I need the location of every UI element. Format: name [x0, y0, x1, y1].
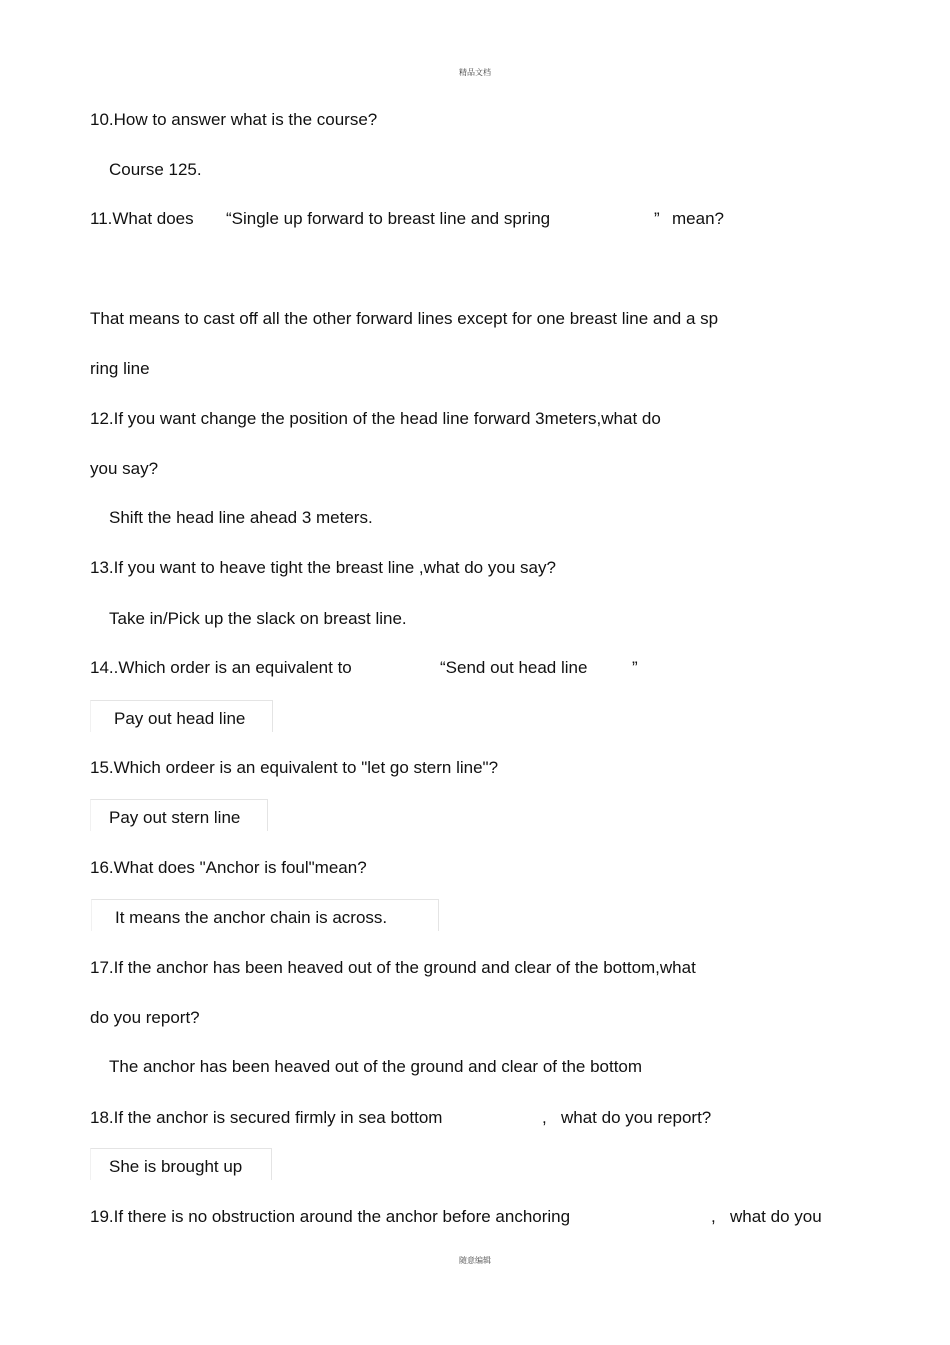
question-11 [90, 209, 790, 229]
answer-18-box: She is brought up [90, 1148, 272, 1180]
page-footer: 随意编辑 [459, 1256, 491, 1265]
question-12-line-2: you say? [90, 459, 159, 478]
answer-15-box: Pay out stern line [90, 799, 268, 831]
question-19 [90, 1207, 850, 1227]
answer-12: Shift the head line ahead 3 meters. [109, 508, 373, 527]
answer-13: Take in/Pick up the slack on breast line. [109, 609, 407, 628]
question-10: 10.How to answer what is the course? [90, 110, 378, 129]
question-11-close-quote: ” [654, 209, 660, 228]
question-14 [90, 658, 690, 678]
question-14-close-quote: ” [632, 658, 638, 677]
answer-14-box: Pay out head line [90, 700, 273, 732]
question-16: 16.What does "Anchor is foul"mean? [90, 858, 367, 877]
question-13: 13.If you want to heave tight the breast line ,what do you say? [90, 558, 556, 577]
answer-10: Course 125. [109, 160, 202, 179]
question-15: 15.Which ordeer is an equivalent to "let go stern line"? [90, 758, 499, 777]
question-11-lead: 11.What does [90, 209, 194, 228]
question-14-quote: “Send out head line [440, 658, 588, 677]
answer-11-line-2: ring line [90, 359, 150, 378]
question-19-tail: what do you [730, 1207, 822, 1226]
page-header: 精品文档 [459, 68, 491, 77]
question-17-line-2: do you report? [90, 1008, 200, 1027]
question-11-tail: mean? [672, 209, 724, 228]
answer-16-box: It means the anchor chain is across. [91, 899, 439, 931]
answer-17: The anchor has been heaved out of the ground and clear of the bottom [109, 1057, 643, 1076]
question-12-line-1: 12.If you want change the position of the head line forward 3meters,what do [90, 409, 661, 428]
question-11-quote: “Single up forward to breast line and spring [226, 209, 551, 228]
question-19-comma: , [711, 1207, 716, 1226]
question-19-lead: 19.If there is no obstruction around the anchor before anchoring [90, 1207, 571, 1226]
question-18-lead: 18.If the anchor is secured firmly in sea bottom [90, 1108, 443, 1127]
question-18 [90, 1108, 790, 1128]
question-18-tail: what do you report? [561, 1108, 712, 1127]
question-18-comma: , [542, 1108, 547, 1127]
question-14-lead: 14..Which order is an equivalent to [90, 658, 352, 677]
question-17-line-1: 17.If the anchor has been heaved out of the ground and clear of the bottom,what [90, 958, 696, 977]
answer-11-line-1: That means to cast off all the other forward lines except for one breast line and a sp [90, 309, 719, 328]
